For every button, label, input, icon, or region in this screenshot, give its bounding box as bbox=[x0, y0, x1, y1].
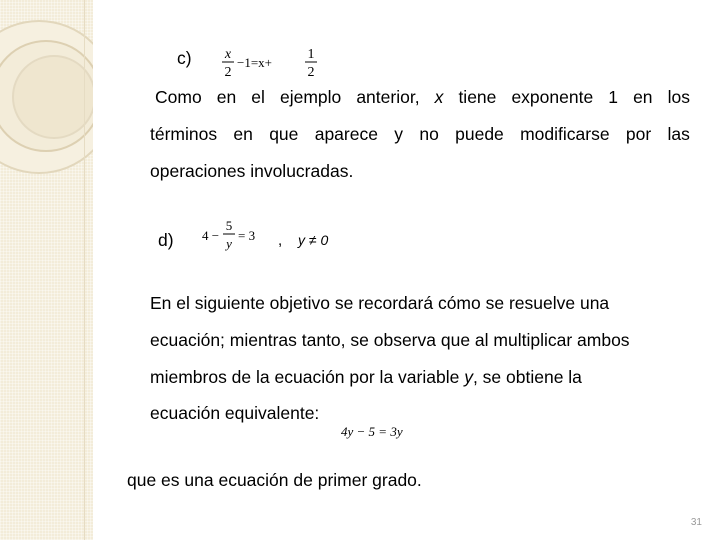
closing-sentence: que es una ecuación de primer grado. bbox=[127, 470, 422, 490]
variable-x: x bbox=[434, 87, 444, 107]
item-d-comma: , bbox=[278, 232, 283, 249]
eq-c-lhs-numerator: x bbox=[224, 47, 232, 62]
item-d-label: d) bbox=[158, 230, 174, 250]
paragraph2-line1: En el siguiente objetivo se recordará cómo se resuelve una bbox=[150, 293, 610, 313]
paragraph1-line2: términos en que aparece y no puede modificarse por las bbox=[150, 124, 690, 144]
equivalent-equation: 4y − 5 = 3y bbox=[341, 424, 403, 439]
eq-d-denominator: y bbox=[226, 236, 232, 251]
paragraph2-line3: miembros de la ecuación por la variable y, se obtiene la bbox=[150, 367, 582, 387]
equation-d bbox=[200, 218, 270, 256]
variable-y: y bbox=[464, 367, 473, 387]
eq-c-rhs-denominator: 2 bbox=[307, 65, 315, 80]
eq-c-lhs-denominator: 2 bbox=[224, 65, 232, 80]
equation-c bbox=[220, 44, 320, 80]
eq-d-rhs: = 3 bbox=[238, 228, 256, 243]
decorative-circle bbox=[12, 55, 93, 139]
paragraph2-line2: ecuación; mientras tanto, se observa que al multiplicar ambos bbox=[150, 330, 630, 350]
sidebar-divider bbox=[84, 0, 85, 540]
eq-d-numerator: 5 bbox=[225, 218, 233, 233]
item-d-condition: y ≠ 0 bbox=[298, 232, 329, 248]
decorative-sidebar bbox=[0, 0, 93, 540]
page-number: 31 bbox=[690, 517, 702, 528]
eq-c-middle: −1=x+ bbox=[237, 55, 272, 70]
paragraph2-line4: ecuación equivalente: bbox=[150, 403, 320, 423]
paragraph1-line3: operaciones involucradas. bbox=[150, 161, 354, 181]
eq-c-rhs-numerator: 1 bbox=[307, 47, 315, 62]
paragraph1-line1: Como en el ejemplo anterior, x tiene exponente 1 en los bbox=[155, 87, 690, 107]
eq-d-lhs: 4 − bbox=[202, 228, 220, 243]
item-c-label: c) bbox=[177, 48, 192, 68]
